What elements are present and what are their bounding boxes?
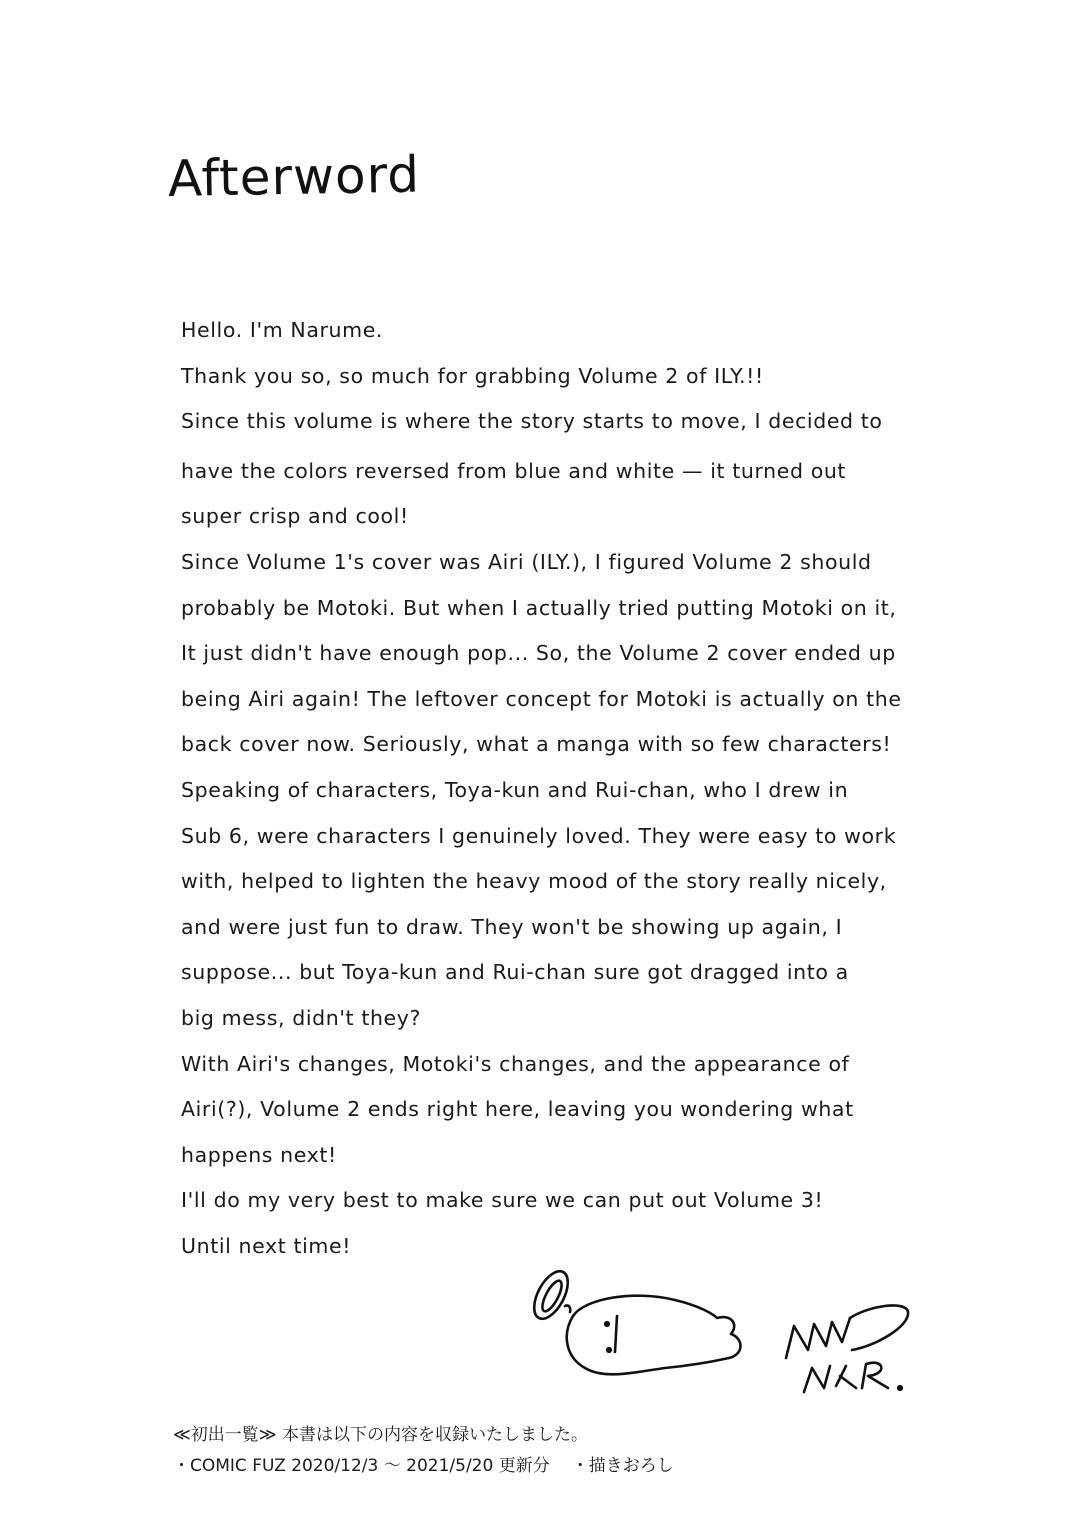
afterword-text	[181, 310, 941, 1271]
text-line: Speaking of characters, Toya-kun and Rui-chan, who I drew in	[181, 777, 849, 802]
text-line: and were just fun to draw. They won't be showing up again, I	[181, 914, 843, 939]
text-line: have the colors reversed from blue and white — it turned out	[181, 458, 847, 483]
text-line: With Airi's changes, Motoki's changes, and the appearance of	[181, 1051, 850, 1076]
page-title: Afterword	[167, 145, 421, 208]
text-line: probably be Motoki. But when I actually tried putting Motoki on it,	[181, 595, 897, 620]
text-line: suppose... but Toya-kun and Rui-chan sure got dragged into a	[181, 960, 849, 985]
footer-sources	[173, 1451, 674, 1482]
text-line: It just didn't have enough pop... So, the Volume 2 cover ended up	[181, 641, 896, 666]
first-appearance-footer	[173, 1420, 674, 1482]
text-line: Thank you so, so much for grabbing Volume 2 of ILY.!!	[181, 363, 764, 388]
text-line: Until next time!	[181, 1233, 352, 1258]
text-line: Since Volume 1's cover was Airi (ILY.), I figured Volume 2 should	[181, 549, 872, 574]
footer-source-new: ・描きおろし	[571, 1456, 674, 1476]
text-line: Airi(?), Volume 2 ends right here, leaving you wondering what	[181, 1097, 854, 1122]
text-line: Hello. I'm Narume.	[181, 318, 384, 342]
text-line: back cover now. Seriously, what a manga with so few characters!	[181, 732, 892, 757]
text-line: big mess, didn't they?	[181, 1005, 421, 1030]
text-line: super crisp and cool!	[181, 504, 409, 529]
text-line: Sub 6, were characters I genuinely loved. They were easy to work	[181, 823, 897, 848]
footer-source-serial: ・COMIC FUZ 2020/12/3 〜 2021/5/20 更新分	[173, 1456, 550, 1476]
doodle-drawing	[525, 1262, 765, 1392]
text-line: Since this volume is where the story starts to move, I decided to	[181, 409, 883, 434]
text-line: happens next!	[181, 1142, 337, 1167]
author-signature	[780, 1300, 920, 1400]
text-line: being Airi again! The leftover concept for Motoki is actually on the	[181, 686, 902, 711]
text-line: I'll do my very best to make sure we can put out Volume 3!	[181, 1188, 824, 1213]
footer-heading: ≪初出一覧≫ 本書は以下の内容を収録いたしました。	[173, 1425, 588, 1445]
text-line: with, helped to lighten the heavy mood of the story really nicely,	[181, 869, 887, 894]
